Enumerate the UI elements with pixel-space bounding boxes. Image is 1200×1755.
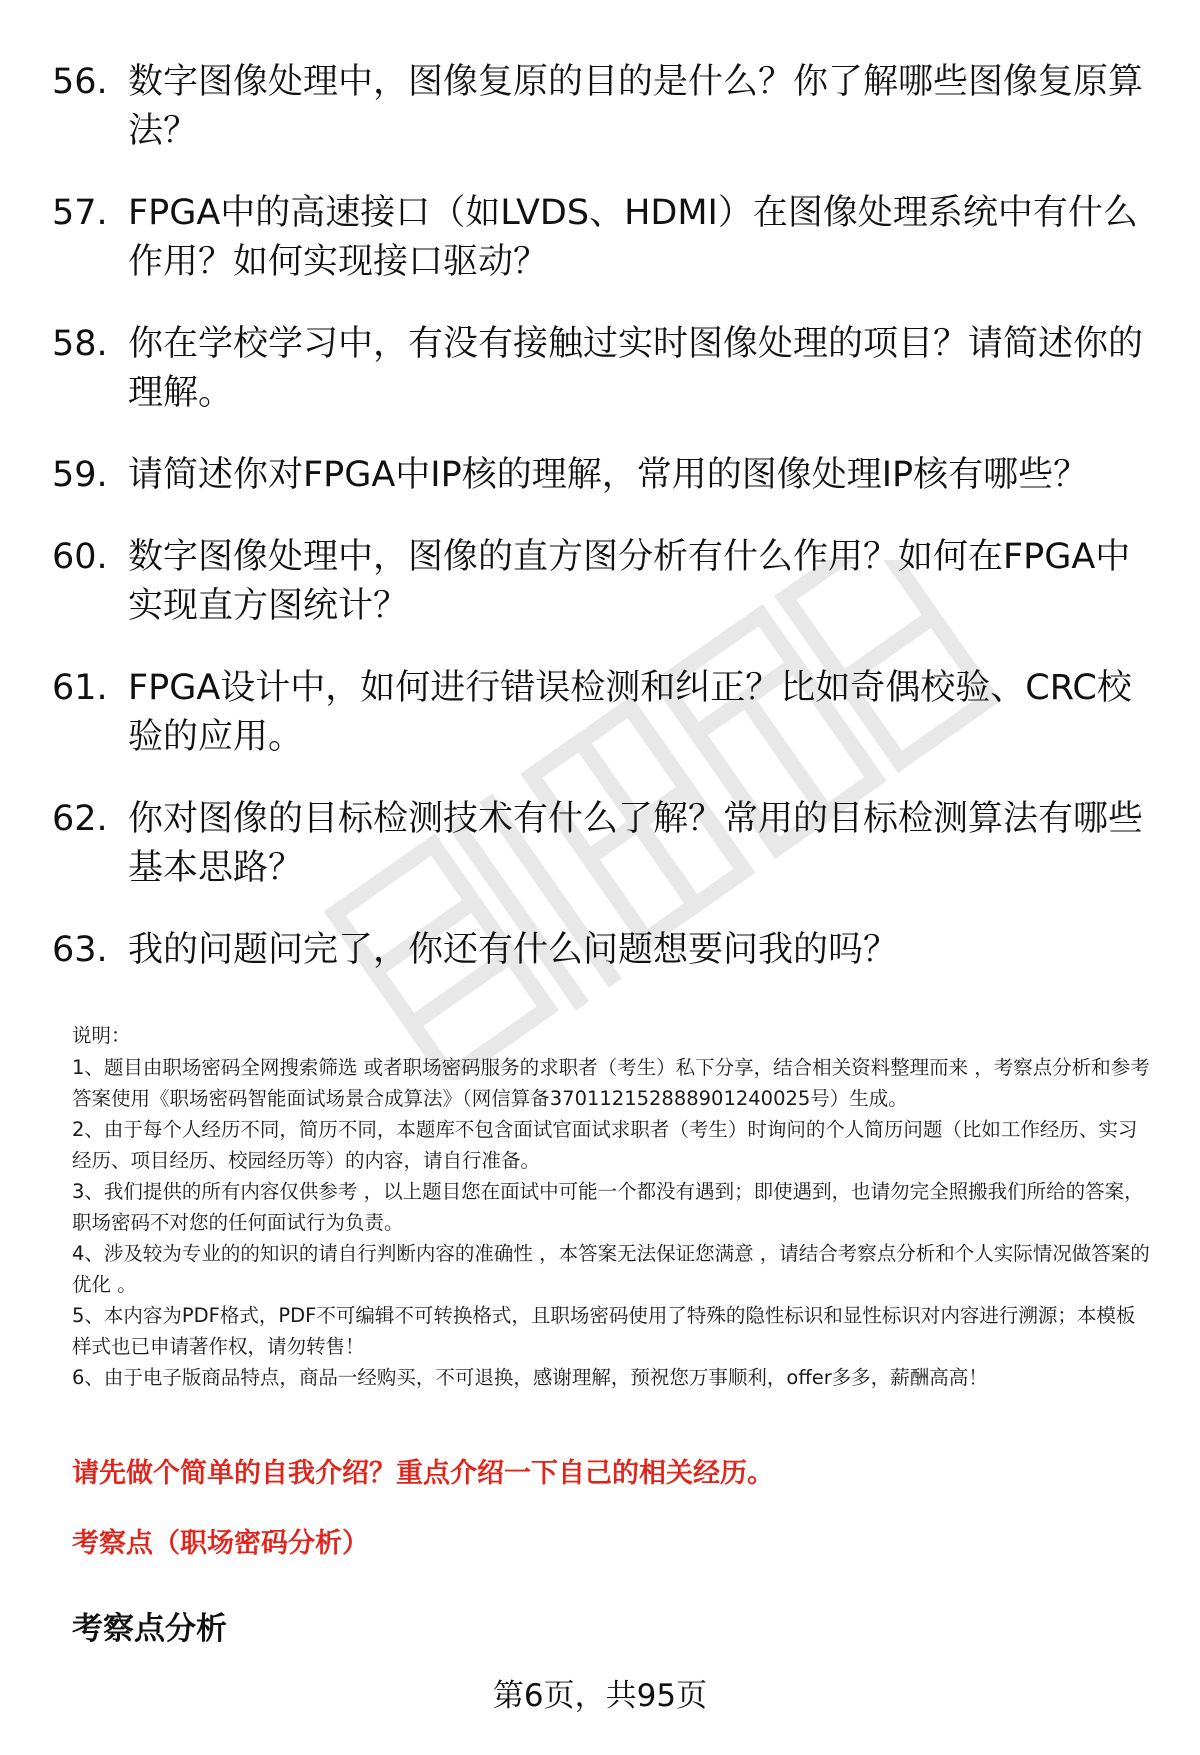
question-text: FPGA设计中，如何进行错误检测和纠正？比如奇偶校验、CRC校验的应用。: [128, 668, 1132, 757]
page-number: 第6页，共95页: [492, 1678, 708, 1714]
question-text: 请简述你对FPGA中IP核的理解，常用的图像处理IP核有哪些？: [128, 455, 1089, 495]
question-number: 56.: [52, 62, 108, 102]
question-text: FPGA中的高速接口（如LVDS、HDMI）在图像处理系统中有什么作用？如何实现接口驱动？: [128, 193, 1138, 282]
note-item: 4、涉及较为专业的的知识的请自行判断内容的准确性 ，本答案无法保证您满意 ，请结合考察点分析和个人实际情况做答案的优化 。: [72, 1242, 1150, 1296]
question-number: 60.: [52, 537, 108, 577]
question-number: 62.: [52, 799, 108, 839]
question-list: [52, 58, 1160, 1008]
question-number: 63.: [52, 930, 108, 970]
note-item: 6、由于电子版商品特点，商品一经购买，不可退换，感谢理解，预祝您万事顺利，offer多多，薪酬高高！: [72, 1366, 988, 1389]
notes-section: [72, 1020, 1152, 1393]
highlight-question: 请先做个简单的自我介绍？重点介绍一下自己的相关经历。: [72, 1458, 774, 1489]
question-text: 数字图像处理中，图像的直方图分析有什么作用？如何在FPGA中实现直方图统计？: [128, 537, 1131, 626]
notes-title: 说明：: [72, 1024, 131, 1047]
question-number: 61.: [52, 668, 108, 708]
question-item: [52, 320, 1160, 418]
question-text: 我的问题问完了，你还有什么问题想要问我的吗？: [128, 930, 899, 970]
question-number: 59.: [52, 455, 108, 495]
question-number: 58.: [52, 324, 108, 364]
question-item: [52, 451, 1160, 500]
question-number: 57.: [52, 193, 108, 233]
analysis-heading: 考察点分析: [72, 1611, 227, 1647]
highlight-point-label: 考察点（职场密码分析）: [72, 1528, 369, 1559]
question-item: [52, 189, 1160, 287]
question-text: 数字图像处理中，图像复原的目的是什么？你了解哪些图像复原算法？: [128, 62, 1144, 151]
question-text: 你对图像的目标检测技术有什么了解？常用的目标检测算法有哪些基本思路？: [128, 799, 1144, 888]
note-item: 2、由于每个人经历不同，简历不同，本题库不包含面试官面试求职者（考生）时询问的个人简历问题（比如工作经历、实习经历、项目经历、校园经历等）的内容，请自行准备。: [72, 1118, 1138, 1172]
question-item: [52, 664, 1160, 762]
note-item: 5、本内容为PDF格式，PDF不可编辑不可转换格式，且职场密码使用了特殊的隐性标识和显性标识对内容进行溯源；本模板样式也已申请著作权，请勿转售！: [72, 1304, 1136, 1358]
question-item: [52, 926, 1160, 975]
question-text: 你在学校学习中，有没有接触过实时图像处理的项目？请简述你的理解。: [128, 324, 1144, 413]
note-item: 3、我们提供的所有内容仅供参考 ，以上题目您在面试中可能一个都没有遇到；即使遇到，也请勿完全照搬我们所给的答案，职场密码不对您的任何面试行为负责。: [72, 1180, 1144, 1234]
question-item: [52, 58, 1160, 156]
question-item: [52, 795, 1160, 893]
question-item: [52, 533, 1160, 631]
note-item: 1、题目由职场密码全网搜索筛选 或者职场密码服务的求职者（考生）私下分享，结合相关资料整理而来 ，考察点分析和参考答案使用《职场密码智能面试场景合成算法》（网信算备370112152888901240025号）生成。: [72, 1056, 1150, 1110]
